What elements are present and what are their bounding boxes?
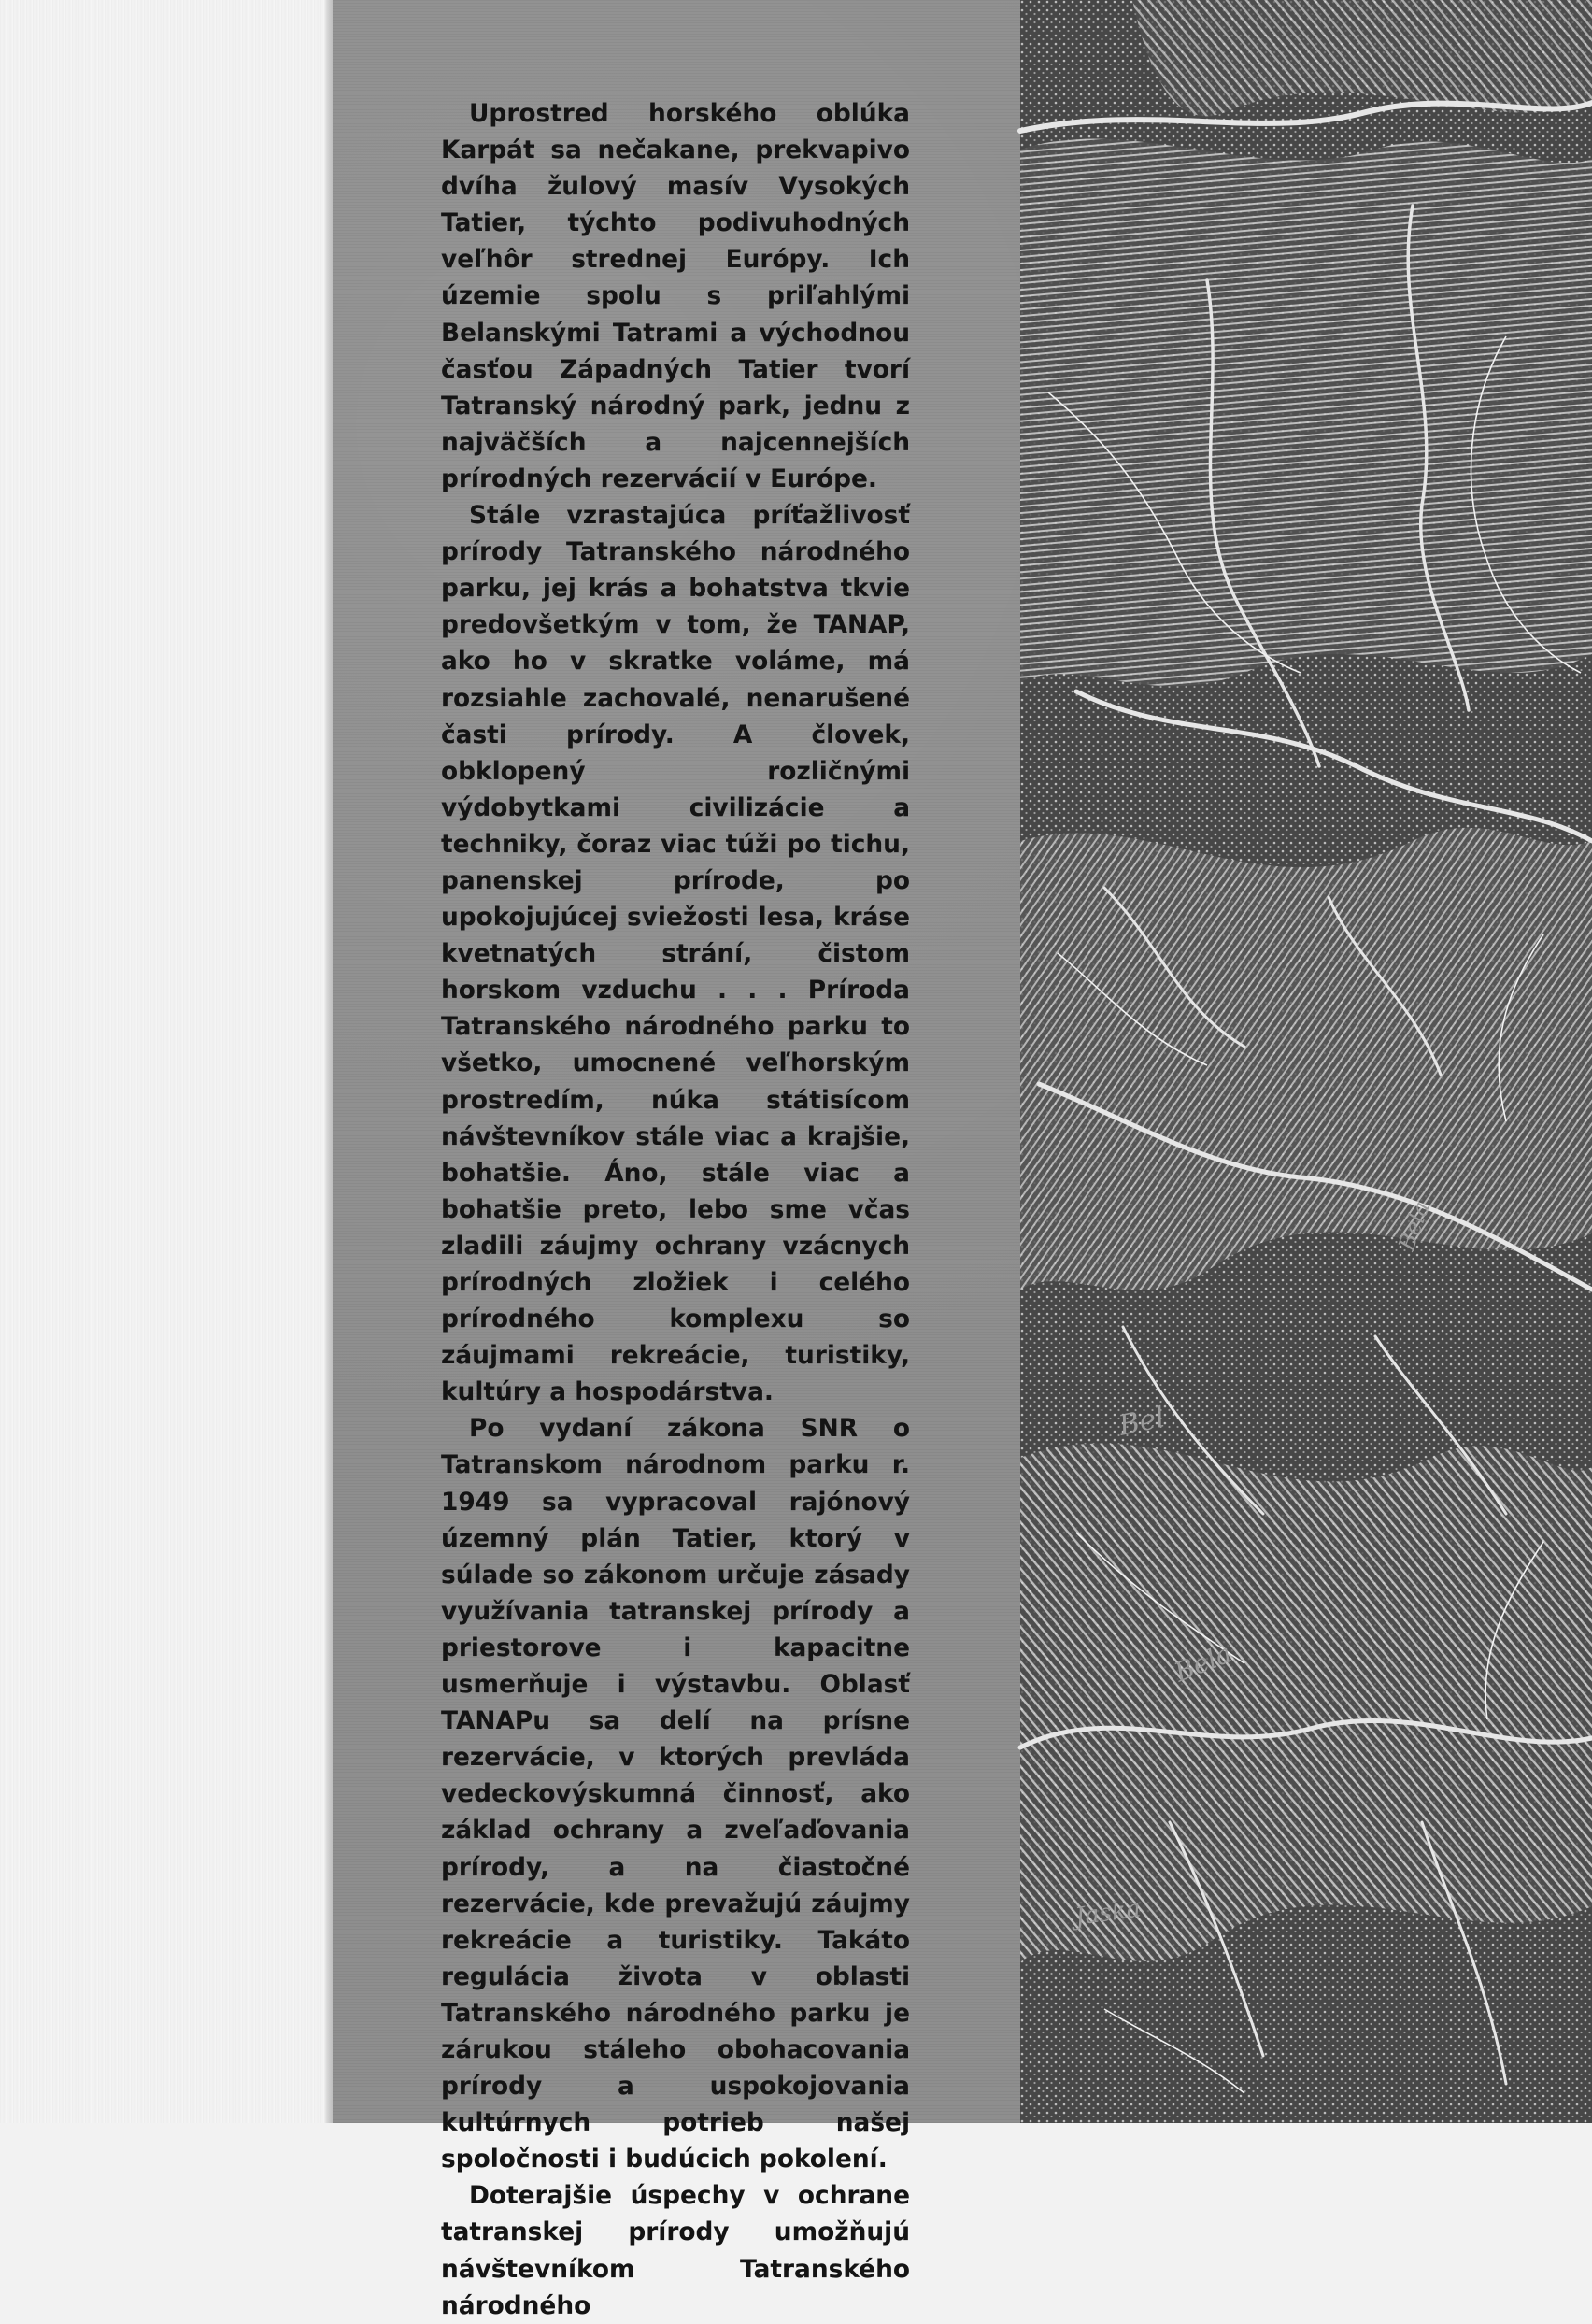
map-slope-lower xyxy=(1020,1444,1592,1962)
article-paragraph-1: Uprostred horského oblúka Karpát sa nečakane, prekvapivo dvíha žulový masív Vysokých Tatier, týchto podivuhodných veľhôr strednej Európy. Ich územie spolu s priľahlými Belanskými Tatrami a východnou časťou Západných Tatier tvorí Tatranský národný park, jednu z najväčších a najcennejších prírodných rezervácií v Európe. xyxy=(441,99,910,493)
map-label-3: Bela xyxy=(1393,1197,1436,1255)
map-label-2: Bela xyxy=(1170,1637,1236,1689)
map-label-4: Jaska xyxy=(1073,1894,1143,1932)
map-label-1: Bel xyxy=(1116,1401,1168,1443)
article-body xyxy=(441,95,910,2324)
map-slope-upper xyxy=(1020,138,1592,686)
blank-page-margin xyxy=(0,0,329,2123)
relief-map-illustration xyxy=(1020,0,1592,2123)
page-fold-edge xyxy=(323,0,333,2123)
map-slope-middle xyxy=(1020,828,1592,1290)
article-paragraph-2: Stále vzrastajúca príťažlivosť prírody Tatranského národného parku, jej krás a bohatstva tkvie predovšetkým v tom, že TANAP, ako ho v skratke voláme, má rozsiahle zachovalé, nenarušené časti prírody. A človek, obklopený rozličnými výdobytkami civilizácie a techniky, čoraz viac túži po tichu, panenskej prírode, po upokojujúcej sviežosti lesa, kráse kvetnatých strání, čistom horskom vzduchu . . . Príroda Tatranského národného parku to všetko, umocnené veľhorským prostredím, núka státisícom návštevníkov stále viac a krajšie, bohatšie. Áno, stále viac a bohatšie preto, lebo sme včas zladili záujmy ochrany vzácnych prírodných zložiek i celého prírodného komplexu so záujmami rekreácie, turistiky, kultúry a hospodárstva. xyxy=(441,501,910,1407)
text-panel xyxy=(333,0,1020,2320)
article-paragraph-4: Doterajšie úspechy v ochrane tatranskej prírody umožňujú návštevníkom Tatranského národného xyxy=(441,2181,910,2320)
article-paragraph-3: Po vydaní zákona SNR o Tatranskom národnom parku r. 1949 sa vypracoval rajónový územný plán Tatier, ktorý v súlade so zákonom určuje zásady využívania tatranskej prírody a priestorove i kapacitne usmerňuje i výstavbu. Oblasť TANAPu sa delí na prísne rezervácie, v ktorých prevláda vedeckovýskumná činnosť, ako základ ochrany a zveľaďovania prírody, a na čiastočné rezervácie, kde prevažujú záujmy rekreácie a turistiky. Takáto regulácia života v oblasti Tatranského národného parku je zárukou stáleho obohacovania prírody a uspokojovania kultúrnych potrieb našej spoločnosti i budúcich pokolení. xyxy=(441,1414,910,2174)
